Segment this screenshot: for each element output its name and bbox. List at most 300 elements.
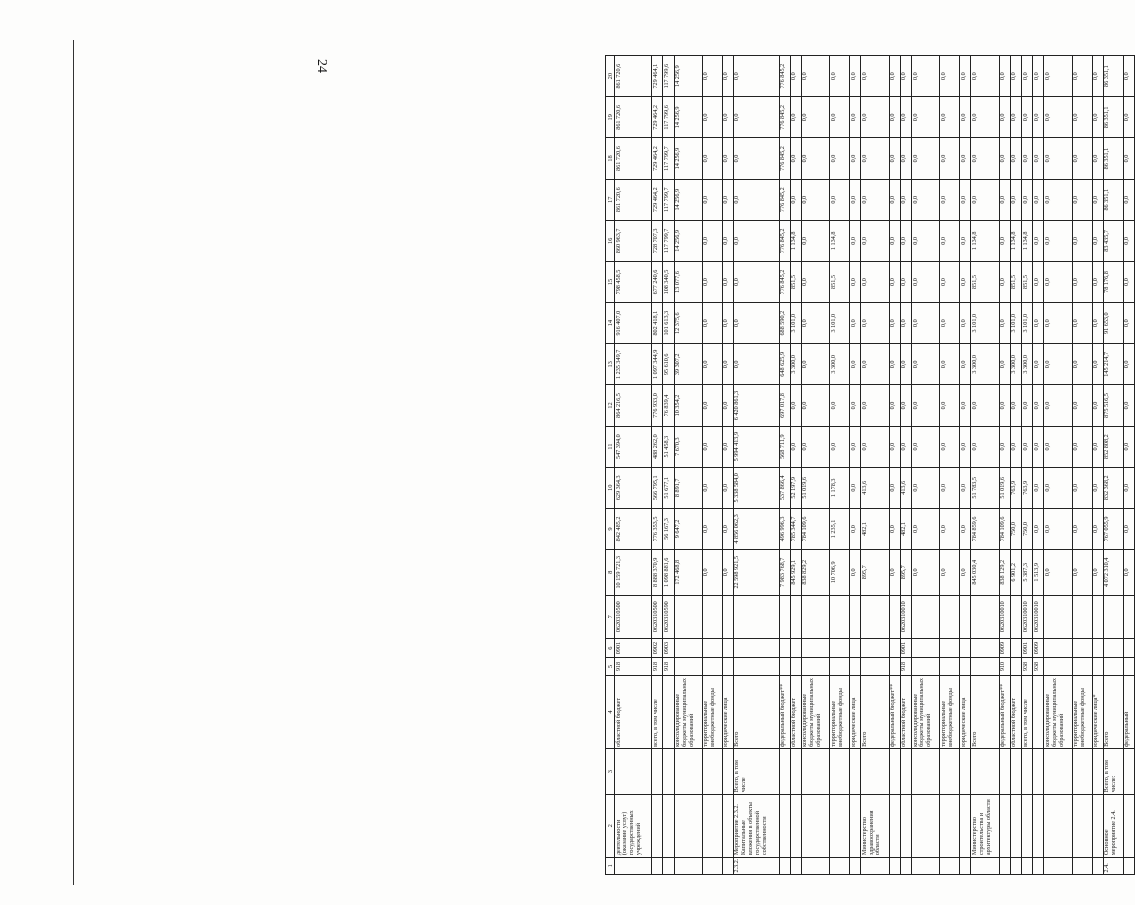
table-cell: 0,0 xyxy=(722,97,733,138)
table-cell: 0,0 xyxy=(790,97,801,138)
table-cell: 22 598 921,5 xyxy=(733,550,779,596)
table-cell xyxy=(674,857,702,874)
table-cell: 0,0 xyxy=(702,385,722,426)
table-cell xyxy=(1010,658,1021,675)
table-cell xyxy=(1092,794,1103,857)
table-cell: 851,5 xyxy=(790,261,801,302)
table-cell: 0,0 xyxy=(971,138,999,179)
table-cell: 0,0 xyxy=(1072,508,1092,549)
table-cell: 52 197,9 xyxy=(790,467,801,508)
table-cell xyxy=(779,794,790,857)
table-cell: 861 720,6 xyxy=(615,56,652,97)
table-cell: 0,0 xyxy=(1092,56,1103,97)
table-cell: 0,0 xyxy=(912,508,940,549)
table-row xyxy=(1044,56,1072,875)
table-cell xyxy=(850,749,861,795)
table-cell xyxy=(674,794,702,857)
table-cell: 0,0 xyxy=(733,303,779,344)
table-cell xyxy=(674,658,702,675)
table-cell: 0909 xyxy=(1033,638,1044,658)
table-cell: 0,0 xyxy=(1123,179,1134,220)
table-row xyxy=(889,56,900,875)
table-cell: 0,0 xyxy=(861,261,889,302)
table-cell: 0,0 xyxy=(1092,344,1103,385)
column-header: 10 xyxy=(606,467,615,508)
table-cell: 1 235 349,7 xyxy=(615,344,652,385)
table-cell: 0,0 xyxy=(912,220,940,261)
table-cell xyxy=(940,595,960,638)
table-row xyxy=(1022,56,1033,875)
table-cell: 3 101,0 xyxy=(790,303,801,344)
table-cell: 0,0 xyxy=(830,385,850,426)
table-row xyxy=(861,56,889,875)
table-cell xyxy=(702,638,722,658)
table-cell: 3 101,0 xyxy=(1010,303,1021,344)
table-cell: 677 240,6 xyxy=(652,261,663,302)
table-cell: 0620310010 xyxy=(1033,595,1044,638)
table-cell xyxy=(1044,658,1072,675)
table-cell xyxy=(1010,857,1021,874)
table-cell xyxy=(861,857,889,874)
table-cell: федеральный бюджет** xyxy=(999,675,1010,749)
table-row xyxy=(1092,56,1103,875)
table-cell: 0,0 xyxy=(971,426,999,467)
table-cell: 0,0 xyxy=(889,261,900,302)
table-cell: 861 720,6 xyxy=(615,97,652,138)
table-cell: 0620310010 xyxy=(1022,595,1033,638)
table-row xyxy=(971,56,999,875)
table-cell: 0,0 xyxy=(889,56,900,97)
table-cell: 0,0 xyxy=(1010,179,1021,220)
table-cell: 0,0 xyxy=(1123,303,1134,344)
table-row xyxy=(912,56,940,875)
table-cell: 78 176,8 xyxy=(1103,261,1123,302)
column-header: 12 xyxy=(606,385,615,426)
table-cell: Министерство строительства и архитектуры области xyxy=(971,794,999,857)
table-cell: 1 178,3 xyxy=(830,467,850,508)
table-cell: 0,0 xyxy=(733,220,779,261)
table-cell: 728 707,3 xyxy=(652,220,663,261)
table-cell: 566 795,1 xyxy=(652,467,663,508)
table-cell xyxy=(850,857,861,874)
table-cell: 1 235,1 xyxy=(830,508,850,549)
table-cell: федеральный бюджет** xyxy=(779,675,790,749)
table-cell: 0,0 xyxy=(1044,220,1072,261)
table-cell xyxy=(779,595,790,638)
column-header: 11 xyxy=(606,426,615,467)
table-cell: 0,0 xyxy=(940,467,960,508)
table-cell: 784 109,6 xyxy=(999,508,1010,549)
table-cell xyxy=(790,794,801,857)
table-cell: 7 983 768,7 xyxy=(779,550,790,596)
table-cell: 117 799,7 xyxy=(663,138,674,179)
table-cell: 0,0 xyxy=(801,97,829,138)
table-cell: 83 435,7 xyxy=(1103,220,1123,261)
table-cell xyxy=(940,638,960,658)
table-cell xyxy=(1072,857,1092,874)
table-cell: 10 354,2 xyxy=(674,385,702,426)
table-cell xyxy=(861,658,889,675)
table-cell xyxy=(960,794,971,857)
table-cell xyxy=(801,595,829,638)
table-cell xyxy=(912,794,940,857)
table-cell: 10 706,9 xyxy=(830,550,850,596)
table-cell xyxy=(1072,749,1092,795)
table-cell: 4 072 310,4 xyxy=(1103,550,1123,596)
table-cell: 0,0 xyxy=(1022,138,1033,179)
table-cell: 0,0 xyxy=(971,179,999,220)
table-cell: 0,0 xyxy=(1072,385,1092,426)
table-cell: 0,0 xyxy=(1044,56,1072,97)
table-cell: 0,0 xyxy=(722,138,733,179)
table-cell: 51 783,5 xyxy=(971,467,999,508)
table-cell: 91 653,0 xyxy=(1103,303,1123,344)
table-cell: 1 097 344,9 xyxy=(652,344,663,385)
table-cell: 0,0 xyxy=(960,426,971,467)
table-cell xyxy=(1072,794,1092,857)
table-cell: 750,0 xyxy=(1022,508,1033,549)
table-cell: 860 963,7 xyxy=(615,220,652,261)
table-cell: 0,0 xyxy=(722,303,733,344)
table-cell xyxy=(1022,794,1033,857)
table-cell: 0,0 xyxy=(733,138,779,179)
table-cell xyxy=(790,595,801,638)
table-cell xyxy=(1022,857,1033,874)
column-header: 1 xyxy=(606,857,615,874)
table-cell: 0,0 xyxy=(1033,344,1044,385)
table-row xyxy=(1033,56,1044,875)
table-cell: 0,0 xyxy=(1033,261,1044,302)
table-row xyxy=(900,56,911,875)
table-cell xyxy=(861,595,889,638)
table-cell: 14 256,9 xyxy=(674,138,702,179)
table-cell: 0,0 xyxy=(999,303,1010,344)
page-number: 24 xyxy=(314,59,329,73)
table-cell: 785 344,7 xyxy=(790,508,801,549)
table-cell: 0,0 xyxy=(1022,97,1033,138)
table-cell xyxy=(1123,749,1134,795)
table-cell: 117 799,6 xyxy=(663,56,674,97)
table-cell: 776 845,2 xyxy=(779,220,790,261)
table-cell: 0,0 xyxy=(1072,303,1092,344)
table-cell: 0,0 xyxy=(1092,508,1103,549)
table-cell xyxy=(1044,749,1072,795)
table-cell: 832 368,2 xyxy=(1103,467,1123,508)
table-cell: 0620310500 xyxy=(615,595,652,638)
table-cell: 0,0 xyxy=(960,550,971,596)
table-cell: 0,0 xyxy=(722,179,733,220)
table-cell xyxy=(971,658,999,675)
table-cell: юридические лица xyxy=(850,675,861,749)
table-cell: 482,1 xyxy=(861,508,889,549)
table-cell: 0,0 xyxy=(702,426,722,467)
table-cell: 729 464,2 xyxy=(652,138,663,179)
table-cell: 51 677,1 xyxy=(663,467,674,508)
table-row xyxy=(1103,56,1123,875)
table-cell: 895,7 xyxy=(861,550,889,596)
table-cell xyxy=(1033,749,1044,795)
table-cell xyxy=(999,794,1010,857)
table-cell: 776 933,0 xyxy=(652,385,663,426)
table-cell xyxy=(1072,658,1092,675)
table-cell: 0,0 xyxy=(1044,261,1072,302)
table-cell: 86 351,1 xyxy=(1103,138,1123,179)
table-cell: 0,0 xyxy=(830,138,850,179)
table-cell: 861 720,6 xyxy=(615,138,652,179)
table-cell xyxy=(960,638,971,658)
table-cell: 776 353,5 xyxy=(652,508,663,549)
table-cell: 697 017,8 xyxy=(779,385,790,426)
table-cell: 86 351,1 xyxy=(1103,56,1123,97)
table-cell: 0,0 xyxy=(1092,97,1103,138)
table-cell: 0,0 xyxy=(889,179,900,220)
table-cell: 0,0 xyxy=(960,303,971,344)
table-cell: 0,0 xyxy=(940,220,960,261)
table-cell: 0,0 xyxy=(900,138,911,179)
table-cell xyxy=(1092,658,1103,675)
table-cell: 0,0 xyxy=(1033,467,1044,508)
table-cell xyxy=(971,595,999,638)
table-cell: 0,0 xyxy=(1033,385,1044,426)
table-cell: 0,0 xyxy=(1044,138,1072,179)
table-cell: 0,0 xyxy=(960,56,971,97)
table-cell: 0,0 xyxy=(861,179,889,220)
table-cell: 0,0 xyxy=(850,508,861,549)
table-cell: 0,0 xyxy=(1092,426,1103,467)
table-cell: 763,9 xyxy=(1022,467,1033,508)
table-cell: 488 262,0 xyxy=(652,426,663,467)
table-row xyxy=(1072,56,1092,875)
budget-table-frame xyxy=(605,55,1135,875)
table-cell xyxy=(702,595,722,638)
table-cell xyxy=(1033,857,1044,874)
table-cell: 763,9 xyxy=(1010,467,1021,508)
table-cell: 0,0 xyxy=(801,56,829,97)
column-header: 17 xyxy=(606,179,615,220)
table-cell: 0,0 xyxy=(912,344,940,385)
table-cell: 0,0 xyxy=(1072,344,1092,385)
table-cell: 14 256,9 xyxy=(674,97,702,138)
table-cell: 0,0 xyxy=(801,261,829,302)
table-cell: 0,0 xyxy=(900,179,911,220)
table-cell xyxy=(801,749,829,795)
table-cell: 0,0 xyxy=(861,385,889,426)
table-cell: 0,0 xyxy=(1123,385,1134,426)
table-cell: 1 513,9 xyxy=(1033,550,1044,596)
table-cell: 0,0 xyxy=(861,344,889,385)
table-cell: 0901 xyxy=(900,638,911,658)
table-cell: 0,0 xyxy=(940,385,960,426)
table-cell: 0,0 xyxy=(889,467,900,508)
table-body xyxy=(615,56,1135,875)
table-cell: 0,0 xyxy=(912,179,940,220)
table-cell xyxy=(889,794,900,857)
table-cell: 851,5 xyxy=(971,261,999,302)
table-cell: 776 845,2 xyxy=(779,179,790,220)
table-cell xyxy=(722,749,733,795)
table-cell: 918 xyxy=(615,658,652,675)
table-cell xyxy=(663,794,674,857)
table-cell: 0,0 xyxy=(940,344,960,385)
table-cell: всего, в том числе xyxy=(1022,675,1033,749)
table-cell: областной бюджет xyxy=(615,675,652,749)
table-cell: 0,0 xyxy=(1044,303,1072,344)
table-cell: 3 300,0 xyxy=(830,344,850,385)
table-cell: 729 464,2 xyxy=(652,179,663,220)
table-cell: 851,5 xyxy=(1010,261,1021,302)
table-cell: 39 307,2 xyxy=(674,344,702,385)
table-row xyxy=(733,56,779,875)
table-cell: 0,0 xyxy=(722,508,733,549)
table-cell: 0,0 xyxy=(702,179,722,220)
table-cell: 0,0 xyxy=(999,56,1010,97)
table-cell xyxy=(1044,794,1072,857)
table-cell: 0,0 xyxy=(733,97,779,138)
table-cell: 776 845,2 xyxy=(779,56,790,97)
table-cell: 0,0 xyxy=(1123,97,1134,138)
table-cell: 0,0 xyxy=(1044,97,1072,138)
table-cell: 0,0 xyxy=(1033,220,1044,261)
table-cell: 0,0 xyxy=(889,385,900,426)
table-cell: 0,0 xyxy=(1044,550,1072,596)
table-cell: 784 109,6 xyxy=(801,508,829,549)
table-cell: 864 216,5 xyxy=(615,385,652,426)
table-cell: 117 799,6 xyxy=(663,97,674,138)
table-cell: 8 888 370,9 xyxy=(652,550,663,596)
table-cell xyxy=(1123,595,1134,638)
table-cell: консолидированные бюджеты муниципальных образований xyxy=(1044,675,1072,749)
table-cell: 851,5 xyxy=(830,261,850,302)
table-cell: 0,0 xyxy=(1092,138,1103,179)
table-cell: 0,0 xyxy=(722,261,733,302)
table-cell: 0,0 xyxy=(912,261,940,302)
budget-table xyxy=(605,55,1135,875)
table-cell: 0,0 xyxy=(960,97,971,138)
table-row xyxy=(801,56,829,875)
table-row xyxy=(940,56,960,875)
table-cell: областной бюджет xyxy=(900,675,911,749)
table-cell: 3 300,0 xyxy=(1022,344,1033,385)
table-cell: 172 468,8 xyxy=(674,550,702,596)
table-cell: 145 214,7 xyxy=(1103,344,1123,385)
table-cell xyxy=(652,794,663,857)
table-cell xyxy=(779,749,790,795)
table-cell: 776 845,2 xyxy=(779,138,790,179)
table-cell: консолидированные бюджеты муниципальных образований xyxy=(912,675,940,749)
table-cell: 0,0 xyxy=(850,179,861,220)
table-cell xyxy=(733,638,779,658)
table-cell: 0,0 xyxy=(830,56,850,97)
table-cell xyxy=(674,638,702,658)
table-cell: 0,0 xyxy=(830,97,850,138)
table-cell xyxy=(889,638,900,658)
table-cell xyxy=(1072,595,1092,638)
table-cell: 0,0 xyxy=(733,179,779,220)
table-cell: 0,0 xyxy=(940,261,960,302)
table-cell: консолидированные бюджеты муниципальных образований xyxy=(674,675,702,749)
table-cell: 6 420 861,3 xyxy=(733,385,779,426)
table-cell: 0,0 xyxy=(912,426,940,467)
table-cell xyxy=(674,595,702,638)
column-header: 8 xyxy=(606,550,615,596)
table-row xyxy=(830,56,850,875)
table-cell xyxy=(999,749,1010,795)
table-row xyxy=(1123,56,1134,875)
table-cell: 0,0 xyxy=(999,261,1010,302)
table-cell: 101 613,3 xyxy=(663,303,674,344)
table-cell: 861 720,6 xyxy=(615,179,652,220)
table-cell: 0,0 xyxy=(900,385,911,426)
table-cell: 0,0 xyxy=(940,56,960,97)
table-cell: 0,0 xyxy=(960,220,971,261)
table-cell: 0,0 xyxy=(1033,508,1044,549)
table-cell xyxy=(1103,638,1123,658)
table-cell: 4 856 062,3 xyxy=(733,508,779,549)
table-cell: 51 019,6 xyxy=(999,467,1010,508)
table-cell: 0,0 xyxy=(889,220,900,261)
table-cell: 0,0 xyxy=(1123,508,1134,549)
table-cell: 0,0 xyxy=(940,508,960,549)
table-cell xyxy=(801,658,829,675)
table-cell xyxy=(733,595,779,638)
table-cell: 482,1 xyxy=(900,508,911,549)
table-cell: 14 256,9 xyxy=(674,220,702,261)
table-cell xyxy=(1092,595,1103,638)
table-row xyxy=(663,56,674,875)
table-cell: 0,0 xyxy=(1033,138,1044,179)
table-cell xyxy=(722,658,733,675)
column-header: 5 xyxy=(606,658,615,675)
table-cell: 0,0 xyxy=(900,303,911,344)
table-cell: 3 101,0 xyxy=(971,303,999,344)
table-cell: 0,0 xyxy=(889,508,900,549)
table-cell xyxy=(702,749,722,795)
table-cell: 0,0 xyxy=(850,550,861,596)
table-cell: 0,0 xyxy=(912,138,940,179)
table-cell: 0,0 xyxy=(850,56,861,97)
table-cell: 117 799,7 xyxy=(663,220,674,261)
table-cell: 918 xyxy=(900,658,911,675)
table-cell: 0,0 xyxy=(733,261,779,302)
table-cell: 0,0 xyxy=(722,426,733,467)
table-cell: 0,0 xyxy=(702,303,722,344)
table-cell: 0,0 xyxy=(702,97,722,138)
table-cell: территориальные внебюджетные фонды xyxy=(830,675,850,749)
table-cell: 0,0 xyxy=(889,97,900,138)
table-cell: 0902 xyxy=(652,638,663,658)
table-cell: 729 464,1 xyxy=(652,56,663,97)
table-cell xyxy=(889,749,900,795)
table-cell: 0,0 xyxy=(940,550,960,596)
table-cell: 838 129,2 xyxy=(999,550,1010,596)
table-cell xyxy=(960,595,971,638)
table-cell: 0,0 xyxy=(702,344,722,385)
table-cell: 895,7 xyxy=(900,550,911,596)
table-cell: 0,0 xyxy=(801,344,829,385)
table-cell: 842 485,2 xyxy=(615,508,652,549)
table-cell: 729 464,2 xyxy=(652,97,663,138)
table-row xyxy=(999,56,1010,875)
table-cell: 838 829,2 xyxy=(801,550,829,596)
column-header: 6 xyxy=(606,638,615,658)
table-cell xyxy=(830,638,850,658)
table-cell: 537 866,4 xyxy=(779,467,790,508)
table-cell: 918 xyxy=(652,658,663,675)
table-cell: 1 134,8 xyxy=(830,220,850,261)
table-cell: 0,0 xyxy=(1033,97,1044,138)
table-cell: 5 994 413,9 xyxy=(733,426,779,467)
table-cell: 0,0 xyxy=(960,508,971,549)
